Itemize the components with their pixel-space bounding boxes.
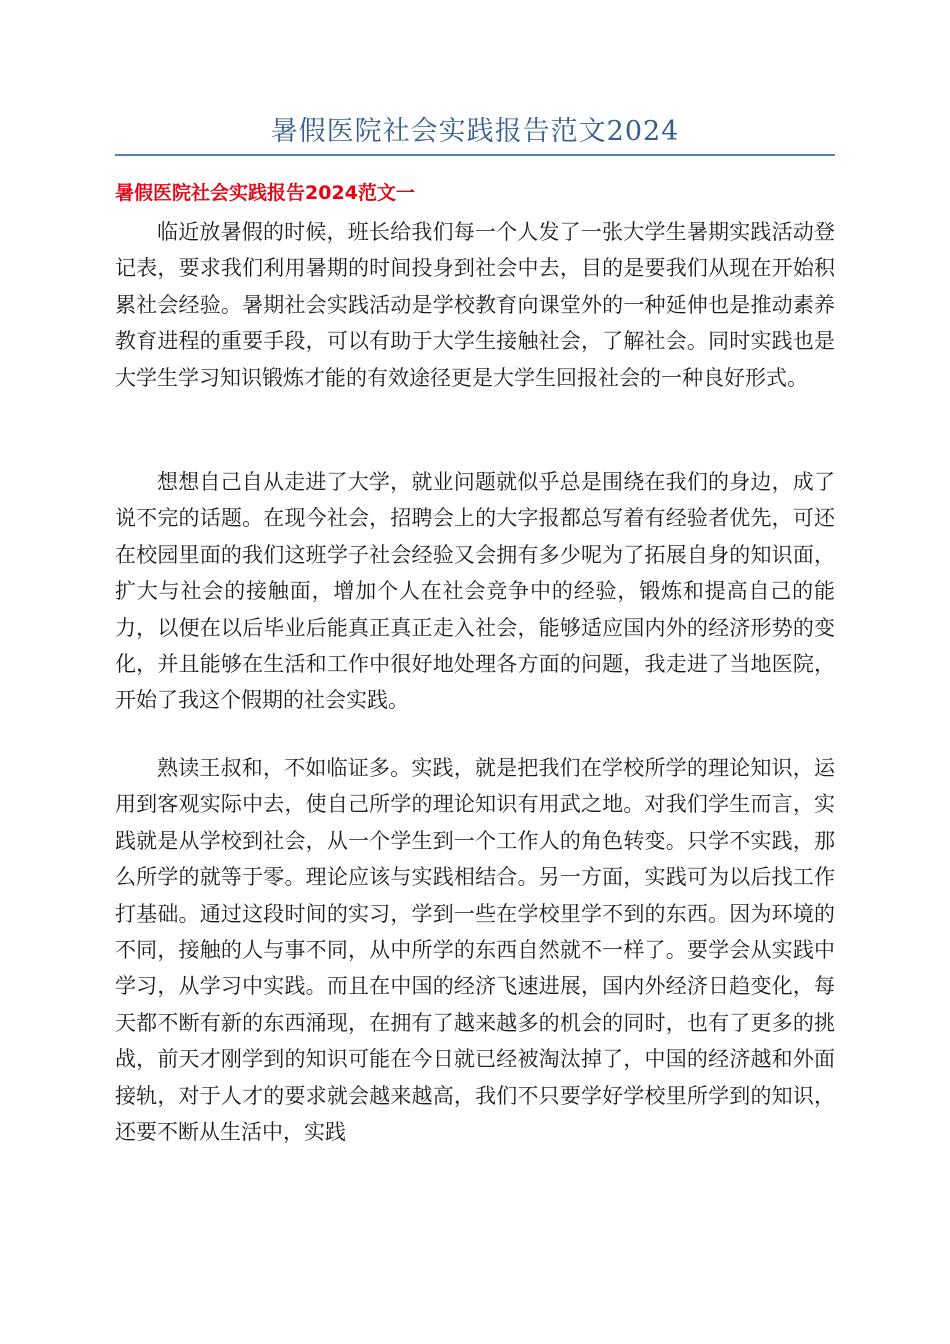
body-paragraph-2: 想想自己自从走进了大学，就业问题就似乎总是围绕在我们的身边，成了说不完的话题。在现今社会，招聘会上的大字报都总写着有经验者优先，可还在校园里面的我们这班学子社会经验又会拥有多少呢为了拓展自身的知识面，扩大与社会的接触面，增加个人在社会竞争中的经验，锻炼和提高自己的能力，以便在以后毕业后能真正真正走入社会，能够适应国内外的经济形势的变化，并且能够在生活和工作中很好地处理各方面的问题，我走进了当地医院，开始了我这个假期的社会实践。 bbox=[115, 470, 835, 713]
document-title: 暑假医院社会实践报告范文2024 bbox=[270, 116, 680, 147]
title-underline-rule bbox=[115, 154, 835, 156]
section-heading: 暑假医院社会实践报告2024范文一 bbox=[115, 182, 415, 204]
body-paragraph-3: 熟读王叔和，不如临证多。实践，就是把我们在学校所学的理论知识，运用到客观实际中去，使自己所学的理论知识有用武之地。对我们学生而言，实践就是从学校到社会，从一个学生到一个工作人的角色转变。只学不实践，那么所学的就等于零。理论应该与实践相结合。另一方面，实践可为以后找工作打基础。通过这段时间的实习，学到一些在学校里学不到的东西。因为环境的不同，接触的人与事不同，从中所学的东西自然就不一样了。要学会从实践中学习，从学习中实践。而且在中国的经济飞速进展，国内外经济日趋变化，每天都不断有新的东西涌现，在拥有了越来越多的机会的同时，也有了更多的挑战，前天才刚学到的知识可能在今日就已经被淘汰掉了，中国的经济越和外面接轨，对于人才的要求就会越来越高，我们不只要学好学校里所学到的知识，还要不断从生活中，实践 bbox=[115, 756, 835, 1145]
body-paragraph-1: 临近放暑假的时候，班长给我们每一个人发了一张大学生暑期实践活动登记表，要求我们利用暑期的时间投身到社会中去，目的是要我们从现在开始积累社会经验。暑期社会实践活动是学校教育向课堂外的一种延伸也是推动素养教育进程的重要手段，可以有助于大学生接触社会，了解社会。同时实践也是大学生学习知识锻炼才能的有效途径更是大学生回报社会的一种良好形式。 bbox=[115, 220, 835, 390]
